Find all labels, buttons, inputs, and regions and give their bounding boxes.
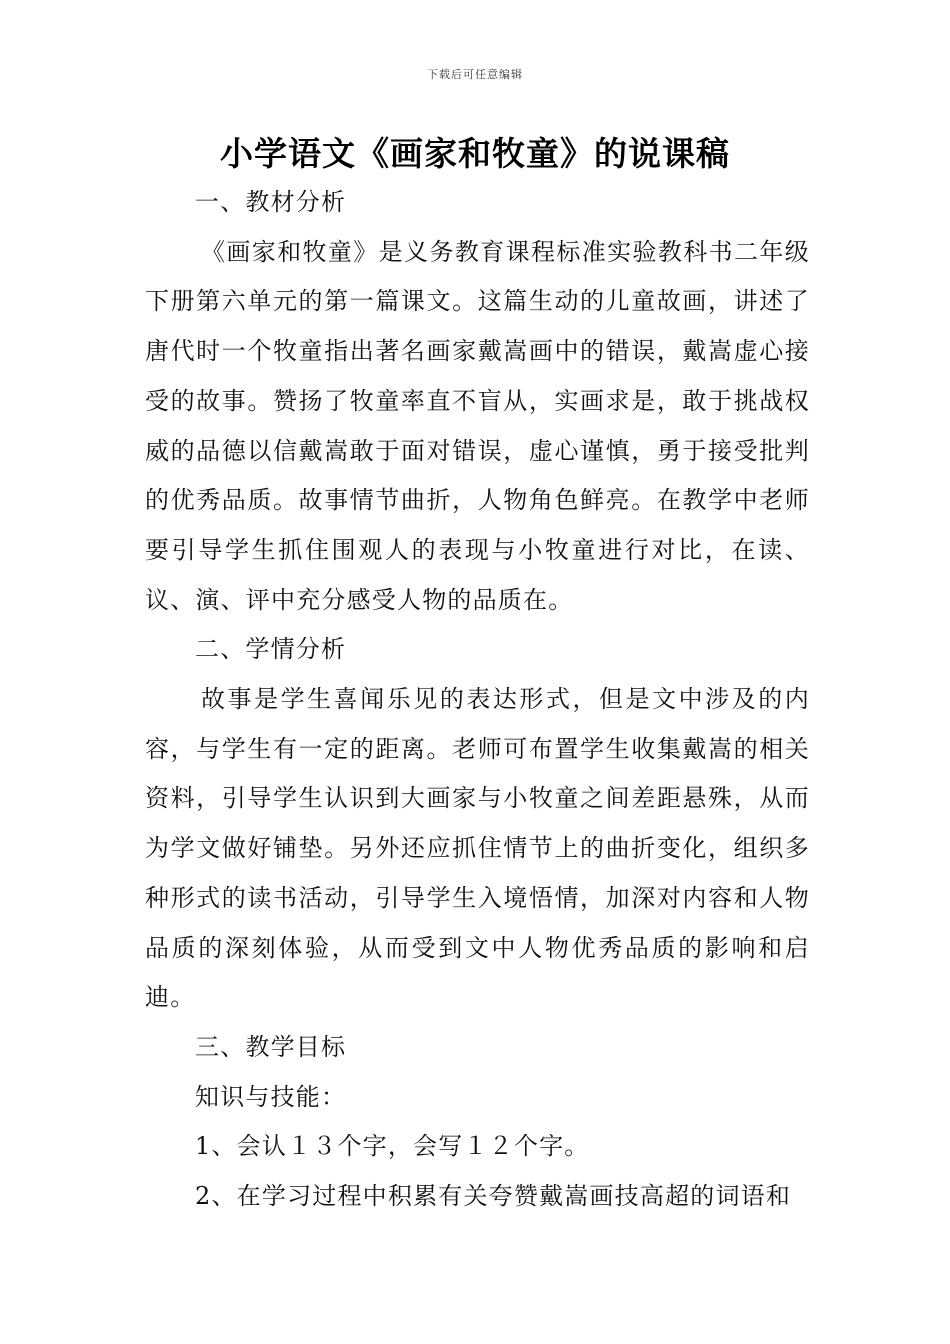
section-heading-teaching-goals: 三、教学目标 bbox=[195, 1032, 347, 1061]
paragraph-student-analysis: 故事是学生喜闻乐见的表达形式，但是文中涉及的内容，与学生有一定的距离。老师可布置学生收集戴嵩的相关资料，引导学生认识到大画家与小牧童之间差距悬殊，从而为学文做好铺垫。另外还应抓住情节上的曲折变化，组织多种形式的读书活动，引导学生入境悟情，加深对内容和人物品质的深刻体验，从而受到文中人物优秀品质的影响和启迪。 bbox=[145, 685, 810, 1012]
header-note: 下载后可任意编辑 bbox=[427, 68, 523, 81]
section-heading-textbook-analysis: 一、教材分析 bbox=[195, 188, 347, 216]
document-body bbox=[145, 178, 810, 1222]
section-heading-student-analysis: 二、学情分析 bbox=[195, 635, 347, 664]
list-item-2: 2、在学习过程中积累有关夸赞戴嵩画技高超的词语和 bbox=[195, 1182, 792, 1211]
document-title: 小学语文《画家和牧童》的说课稿 bbox=[220, 134, 730, 173]
subheading-knowledge-skills: 知识与技能： bbox=[195, 1082, 347, 1111]
list-item-1: 1、会认１３个字，会写１２个字。 bbox=[195, 1132, 590, 1161]
paragraph-textbook-analysis: 《画家和牧童》是义务教育课程标准实验教科书二年级下册第六单元的第一篇课文。这篇生动的儿童故画，讲述了唐代时一个牧童指出著名画家戴嵩画中的错误，戴嵩虚心接受的故事。赞扬了牧童率直不盲从，实画求是，敢于挑战权威的品德以信戴嵩敢于面对错误，虚心谨慎，勇于接受批判的优秀品质。故事情节曲折，人物角色鲜亮。在教学中老师要引导学生抓住围观人的表现与小牧童进行对比，在读、议、演、评中充分感受人物的品质在。 bbox=[145, 237, 810, 614]
